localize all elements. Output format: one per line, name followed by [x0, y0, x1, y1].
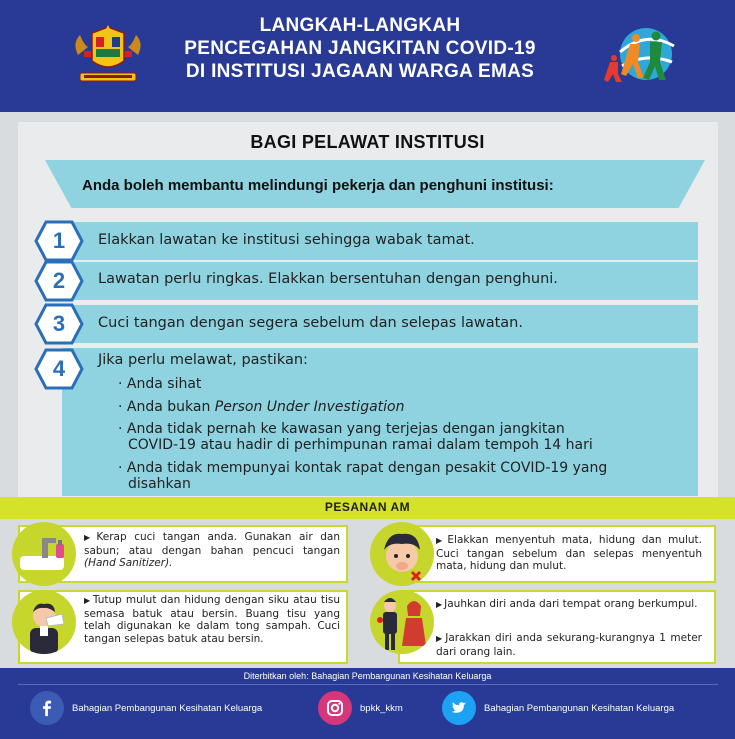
cough-icon: [12, 590, 76, 654]
step-2-text: Lawatan perlu ringkas. Elakkan bersentuhan dengan penghuni.: [98, 271, 558, 287]
bullet-text-pui-italic: Person Under Investigation: [214, 399, 405, 415]
instagram-icon: [318, 691, 352, 725]
subtitle: BAGI PELAWAT INSTITUSI: [250, 132, 485, 152]
header-title-line-3: DI INSTITUSI JAGAAN WARGA EMAS: [185, 61, 535, 82]
tip-text-handwash: [84, 531, 340, 570]
bullet-text-contact-line-2: disahkan: [128, 476, 191, 492]
bullet-item-sihat: · Anda sihat: [118, 376, 202, 392]
bullet-item-pui: · Anda bukan Person Under Investigation: [118, 399, 405, 415]
twitter-link[interactable]: [442, 690, 674, 726]
lead-text: Anda boleh membantu melindungi pekerja dan penghuni institusi:: [82, 177, 554, 194]
header-title: [150, 14, 570, 83]
footer-divider: [18, 684, 718, 685]
step-1-text: Elakkan lawatan ke institusi sehingga wabak tamat.: [98, 232, 475, 248]
twitter-label: Bahagian Pembangunan Kesihatan Keluarga: [484, 702, 675, 714]
facebook-label: Bahagian Pembangunan Kesihatan Keluarga: [72, 702, 263, 714]
bullet-text-area-line-2: COVID-19 atau hadir di perhimpunan ramai dalam tempoh 14 hari: [128, 437, 593, 453]
step-1-number-badge: [34, 220, 84, 262]
instagram-label: bpkk_kkm: [360, 702, 403, 714]
tip-text-distance: [436, 632, 702, 658]
tip-text-cough-body: Tutup mulut dan hidung dengan siku atau tisu semasa batuk atau bersin. Buang tisu yang telah digunakan ke dalam tong sampah. Cuci tangan selepas batuk atau bersin.: [84, 594, 340, 645]
face-touch-icon: [370, 522, 434, 586]
step-4-number-badge: [34, 348, 84, 390]
handwash-icon: [12, 522, 76, 586]
facebook-link[interactable]: [30, 690, 262, 726]
step-2-number-badge: [34, 260, 84, 302]
pesanan-am-title: PESANAN AM: [324, 500, 411, 514]
bullet-text-area-line-1: Anda tidak pernah ke kawasan yang terjejas dengan jangkitan: [126, 421, 565, 437]
header-title-line-1: LANGKAH-LANGKAH: [259, 15, 461, 36]
bullet-text-sihat: Anda sihat: [126, 376, 202, 392]
tip-text-crowd-body: Jauhkan diri anda dari tempat orang berkumpul.: [444, 598, 698, 610]
arrow-icon: ▶: [84, 596, 91, 605]
bullet-item-area: · Anda tidak pernah ke kawasan yang terjejas dengan jangkitan: [118, 421, 565, 437]
step-4-text: Jika perlu melawat, pastikan:: [98, 352, 308, 368]
malaysia-coat-of-arms-icon: [70, 25, 146, 85]
step-4-number: 4: [52, 356, 66, 381]
tip-text-handwash-body: Kerap cuci tangan anda. Gunakan air dan sabun; atau dengan bahan pencuci tangan: [84, 531, 340, 557]
arrow-icon: ▶: [84, 533, 95, 542]
twitter-icon: [442, 691, 476, 725]
step-3-number-badge: [34, 303, 84, 345]
arrow-icon: ▶: [436, 634, 444, 643]
bullet-text-pui-prefix: Anda bukan: [126, 399, 215, 415]
tip-text-handwash-italic: (Hand Sanitizer).: [84, 557, 173, 569]
tip-text-crowd: [436, 598, 702, 612]
instagram-link[interactable]: [318, 690, 403, 726]
facebook-icon: [30, 691, 64, 725]
tip-text-face-body: Elakkan menyentuh mata, hidung dan mulut. Cuci tangan sebelum dan selepas menyentuh mata, hidung dan mulut.: [436, 534, 703, 572]
tip-text-cough: [84, 594, 340, 645]
step-3-text: Cuci tangan dengan segera sebelum dan selepas lawatan.: [98, 315, 523, 331]
bullet-text-contact-line-1: Anda tidak mempunyai kontak rapat dengan pesakit COVID-19 yang: [126, 460, 608, 476]
step-1-number: 1: [52, 228, 66, 253]
step-3-number: 3: [52, 311, 66, 336]
tip-text-face: [436, 534, 702, 573]
social-distance-icon: [370, 590, 434, 654]
published-by: Diterbitkan oleh: Bahagian Pembangunan Kesihatan Keluarga: [243, 671, 492, 681]
family-health-logo-icon: [600, 22, 682, 90]
arrow-icon: ▶: [436, 600, 443, 609]
header-title-line-2: PENCEGAHAN JANGKITAN COVID-19: [184, 38, 536, 59]
bullet-item-contact: · Anda tidak mempunyai kontak rapat dengan pesakit COVID-19 yang: [118, 460, 608, 476]
tip-text-distance-body: Jarakkan diri anda sekurang-kurangnya 1 meter dari orang lain.: [436, 632, 702, 658]
step-2-number: 2: [52, 268, 66, 293]
arrow-icon: ▶: [436, 536, 446, 545]
